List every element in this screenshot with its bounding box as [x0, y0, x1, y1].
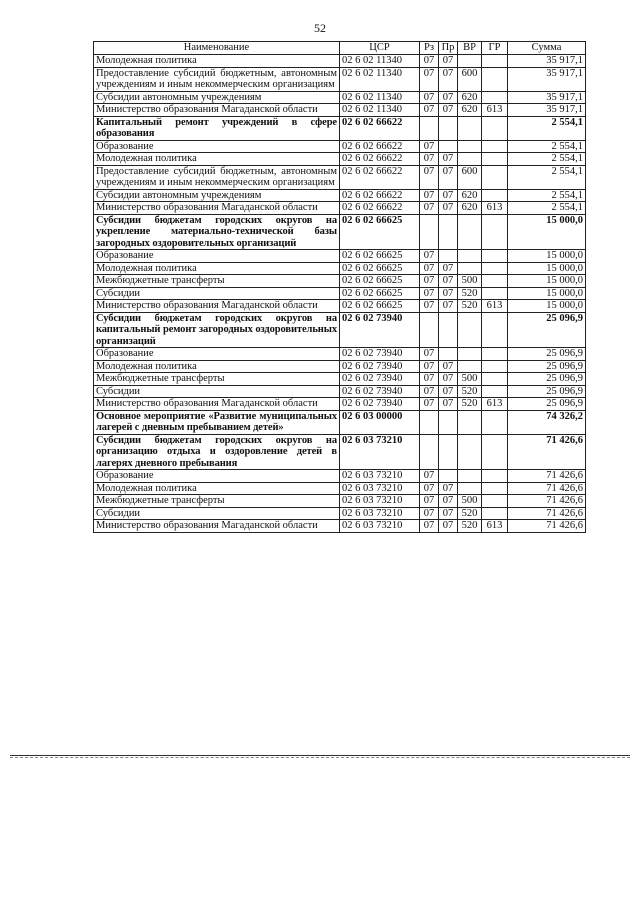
- cell-gr: [482, 262, 508, 275]
- cell-vr: [458, 140, 482, 153]
- cell-sum: 25 096,9: [508, 373, 586, 386]
- cell-csr: 02 6 02 11340: [340, 104, 420, 117]
- cell-sum: 35 917,1: [508, 91, 586, 104]
- table-row: [94, 385, 586, 398]
- cell-sum: 2 554,1: [508, 153, 586, 166]
- cell-vr: [458, 214, 482, 250]
- cell-rz: 07: [420, 55, 439, 68]
- cell-name: Министерство образования Магаданской области: [94, 398, 340, 411]
- cell-csr: 02 6 02 66622: [340, 202, 420, 215]
- table-row: [94, 214, 586, 250]
- cell-pr: 07: [439, 275, 458, 288]
- table-row: [94, 189, 586, 202]
- cell-pr: [439, 140, 458, 153]
- cell-gr: [482, 385, 508, 398]
- cell-sum: 25 096,9: [508, 385, 586, 398]
- cell-gr: 613: [482, 202, 508, 215]
- cell-name: Министерство образования Магаданской области: [94, 104, 340, 117]
- table-row: [94, 287, 586, 300]
- cell-vr: 500: [458, 275, 482, 288]
- table-row: [94, 165, 586, 189]
- cell-vr: 620: [458, 189, 482, 202]
- cell-pr: [439, 250, 458, 263]
- cell-csr: 02 6 02 66622: [340, 140, 420, 153]
- cell-gr: [482, 165, 508, 189]
- cell-sum: 15 000,0: [508, 300, 586, 313]
- cell-rz: 07: [420, 262, 439, 275]
- cell-vr: 520: [458, 300, 482, 313]
- column-header-gr: ГР: [482, 42, 508, 55]
- table-row: [94, 55, 586, 68]
- cell-gr: 613: [482, 520, 508, 533]
- cell-rz: [420, 312, 439, 348]
- cell-gr: 613: [482, 300, 508, 313]
- cell-pr: 07: [439, 189, 458, 202]
- cell-vr: [458, 250, 482, 263]
- cell-sum: 15 000,0: [508, 275, 586, 288]
- cell-gr: [482, 360, 508, 373]
- cell-name: Образование: [94, 348, 340, 361]
- cell-name: Молодежная политика: [94, 55, 340, 68]
- table-row: [94, 312, 586, 348]
- table-row: [94, 153, 586, 166]
- cell-csr: 02 6 03 73210: [340, 495, 420, 508]
- cell-vr: [458, 55, 482, 68]
- cell-csr: 02 6 03 73210: [340, 470, 420, 483]
- cell-name: Образование: [94, 470, 340, 483]
- cell-csr: 02 6 02 11340: [340, 67, 420, 91]
- cell-name: Субсидии автономным учреждениям: [94, 91, 340, 104]
- cell-sum: 74 326,2: [508, 410, 586, 434]
- cell-gr: [482, 153, 508, 166]
- table-row: [94, 470, 586, 483]
- cell-vr: [458, 360, 482, 373]
- cell-vr: 520: [458, 507, 482, 520]
- table-row: [94, 507, 586, 520]
- cell-csr: 02 6 02 73940: [340, 312, 420, 348]
- cell-name: Субсидии автономным учреждениям: [94, 189, 340, 202]
- cell-pr: [439, 348, 458, 361]
- cell-sum: 35 917,1: [508, 55, 586, 68]
- cell-sum: 15 000,0: [508, 250, 586, 263]
- cell-pr: 07: [439, 360, 458, 373]
- cell-vr: [458, 262, 482, 275]
- cell-pr: 07: [439, 398, 458, 411]
- table-row: [94, 495, 586, 508]
- cell-rz: 07: [420, 470, 439, 483]
- cell-vr: 500: [458, 373, 482, 386]
- cell-csr: 02 6 02 73940: [340, 398, 420, 411]
- table-row: [94, 348, 586, 361]
- cell-rz: 07: [420, 300, 439, 313]
- budget-table: [93, 41, 586, 533]
- cell-gr: [482, 67, 508, 91]
- table-row: [94, 373, 586, 386]
- cell-csr: 02 6 03 73210: [340, 434, 420, 470]
- cell-vr: 620: [458, 91, 482, 104]
- cell-name: Предоставление субсидий бюджетным, автономным учреждениям и иным некоммерческим организациям: [94, 67, 340, 91]
- cell-vr: 520: [458, 398, 482, 411]
- cell-rz: [420, 410, 439, 434]
- cell-rz: 07: [420, 140, 439, 153]
- cell-csr: 02 6 02 73940: [340, 373, 420, 386]
- cell-vr: [458, 470, 482, 483]
- cell-gr: [482, 140, 508, 153]
- cell-pr: 07: [439, 287, 458, 300]
- cell-pr: 07: [439, 495, 458, 508]
- cell-name: Субсидии: [94, 507, 340, 520]
- cell-pr: 07: [439, 55, 458, 68]
- cell-sum: 15 000,0: [508, 287, 586, 300]
- cell-csr: 02 6 02 73940: [340, 360, 420, 373]
- cell-csr: 02 6 02 66625: [340, 262, 420, 275]
- cell-rz: 07: [420, 104, 439, 117]
- cell-pr: [439, 470, 458, 483]
- cell-csr: 02 6 02 66622: [340, 116, 420, 140]
- header-row: [94, 42, 586, 55]
- cell-pr: 07: [439, 153, 458, 166]
- cell-sum: 71 426,6: [508, 495, 586, 508]
- cell-rz: [420, 116, 439, 140]
- cell-name: Министерство образования Магаданской области: [94, 202, 340, 215]
- cell-rz: 07: [420, 495, 439, 508]
- table-row: [94, 202, 586, 215]
- table-row: [94, 410, 586, 434]
- cell-csr: 02 6 02 66625: [340, 275, 420, 288]
- cell-gr: [482, 91, 508, 104]
- cell-gr: [482, 214, 508, 250]
- cell-sum: 71 426,6: [508, 520, 586, 533]
- cell-sum: 2 554,1: [508, 202, 586, 215]
- table-row: [94, 91, 586, 104]
- cell-name: Молодежная политика: [94, 153, 340, 166]
- cell-vr: [458, 410, 482, 434]
- table-row: [94, 520, 586, 533]
- cell-sum: 71 426,6: [508, 470, 586, 483]
- cell-gr: 613: [482, 398, 508, 411]
- cell-name: Субсидии бюджетам городских округов на организацию отдыха и оздоровление детей в лагерях дневного пребывания: [94, 434, 340, 470]
- cell-rz: 07: [420, 360, 439, 373]
- cell-vr: [458, 482, 482, 495]
- cell-name: Межбюджетные трансферты: [94, 373, 340, 386]
- cell-pr: [439, 214, 458, 250]
- cell-pr: [439, 312, 458, 348]
- cell-gr: [482, 189, 508, 202]
- column-header-csr: ЦСР: [340, 42, 420, 55]
- cell-pr: 07: [439, 104, 458, 117]
- cell-pr: 07: [439, 482, 458, 495]
- cell-pr: 07: [439, 385, 458, 398]
- cell-sum: 2 554,1: [508, 140, 586, 153]
- cell-name: Межбюджетные трансферты: [94, 495, 340, 508]
- table-row: [94, 67, 586, 91]
- cell-gr: [482, 507, 508, 520]
- cell-csr: 02 6 02 11340: [340, 55, 420, 68]
- cell-vr: [458, 116, 482, 140]
- cell-rz: 07: [420, 373, 439, 386]
- cell-vr: 520: [458, 520, 482, 533]
- table-row: [94, 275, 586, 288]
- cell-gr: [482, 275, 508, 288]
- table-row: [94, 434, 586, 470]
- cell-rz: 07: [420, 189, 439, 202]
- cell-name: Субсидии бюджетам городских округов на укрепление материально-технической базы загородных оздоровительных организаций: [94, 214, 340, 250]
- cell-name: Субсидии бюджетам городских округов на капитальный ремонт загородных оздоровительных организаций: [94, 312, 340, 348]
- cell-rz: 07: [420, 385, 439, 398]
- cell-sum: 71 426,6: [508, 507, 586, 520]
- cell-vr: [458, 312, 482, 348]
- cell-vr: 600: [458, 165, 482, 189]
- page-number: 52: [314, 21, 326, 35]
- cell-rz: 07: [420, 153, 439, 166]
- footer-divider-dashed: [10, 757, 630, 758]
- table-row: [94, 104, 586, 117]
- cell-vr: [458, 153, 482, 166]
- cell-csr: 02 6 02 66622: [340, 189, 420, 202]
- cell-rz: 07: [420, 91, 439, 104]
- cell-csr: 02 6 03 73210: [340, 482, 420, 495]
- cell-sum: 15 000,0: [508, 262, 586, 275]
- column-header-rz: Рз: [420, 42, 439, 55]
- cell-gr: 613: [482, 104, 508, 117]
- cell-pr: 07: [439, 300, 458, 313]
- cell-csr: 02 6 02 66622: [340, 153, 420, 166]
- cell-gr: [482, 410, 508, 434]
- cell-name: Молодежная политика: [94, 482, 340, 495]
- cell-gr: [482, 116, 508, 140]
- table-row: [94, 360, 586, 373]
- footer-divider: [10, 755, 630, 756]
- cell-name: Образование: [94, 250, 340, 263]
- column-header-sum: Сумма: [508, 42, 586, 55]
- cell-name: Молодежная политика: [94, 360, 340, 373]
- cell-sum: 15 000,0: [508, 214, 586, 250]
- table-row: [94, 140, 586, 153]
- cell-name: Субсидии: [94, 385, 340, 398]
- cell-gr: [482, 470, 508, 483]
- table-row: [94, 398, 586, 411]
- cell-rz: 07: [420, 67, 439, 91]
- cell-name: Основное мероприятие «Развитие муниципальных лагерей с дневным пребыванием детей»: [94, 410, 340, 434]
- cell-sum: 2 554,1: [508, 189, 586, 202]
- cell-sum: 25 096,9: [508, 398, 586, 411]
- table-row: [94, 116, 586, 140]
- cell-vr: 500: [458, 495, 482, 508]
- cell-rz: 07: [420, 520, 439, 533]
- cell-sum: 25 096,9: [508, 312, 586, 348]
- cell-name: Межбюджетные трансферты: [94, 275, 340, 288]
- cell-gr: [482, 348, 508, 361]
- cell-pr: 07: [439, 520, 458, 533]
- cell-name: Министерство образования Магаданской области: [94, 300, 340, 313]
- cell-gr: [482, 434, 508, 470]
- cell-csr: 02 6 02 66625: [340, 250, 420, 263]
- cell-gr: [482, 495, 508, 508]
- cell-csr: 02 6 02 11340: [340, 91, 420, 104]
- cell-sum: 25 096,9: [508, 360, 586, 373]
- cell-gr: [482, 287, 508, 300]
- table-body: [94, 55, 586, 533]
- cell-rz: [420, 434, 439, 470]
- cell-gr: [482, 312, 508, 348]
- cell-name: Министерство образования Магаданской области: [94, 520, 340, 533]
- cell-pr: 07: [439, 165, 458, 189]
- cell-pr: [439, 116, 458, 140]
- cell-rz: 07: [420, 250, 439, 263]
- cell-name: Предоставление субсидий бюджетным, автономным учреждениям и иным некоммерческим организациям: [94, 165, 340, 189]
- cell-sum: 2 554,1: [508, 165, 586, 189]
- column-header-vr: ВР: [458, 42, 482, 55]
- cell-vr: 520: [458, 287, 482, 300]
- cell-gr: [482, 373, 508, 386]
- cell-csr: 02 6 03 00000: [340, 410, 420, 434]
- table-row: [94, 262, 586, 275]
- cell-vr: [458, 348, 482, 361]
- cell-rz: 07: [420, 275, 439, 288]
- cell-name: Субсидии: [94, 287, 340, 300]
- cell-name: Молодежная политика: [94, 262, 340, 275]
- cell-csr: 02 6 02 66625: [340, 214, 420, 250]
- cell-sum: 2 554,1: [508, 116, 586, 140]
- cell-sum: 35 917,1: [508, 104, 586, 117]
- cell-csr: 02 6 02 73940: [340, 348, 420, 361]
- cell-name: Капитальный ремонт учреждений в сфере образования: [94, 116, 340, 140]
- cell-rz: [420, 214, 439, 250]
- cell-rz: 07: [420, 165, 439, 189]
- cell-rz: 07: [420, 398, 439, 411]
- cell-rz: 07: [420, 482, 439, 495]
- cell-pr: 07: [439, 262, 458, 275]
- cell-csr: 02 6 02 66625: [340, 300, 420, 313]
- cell-gr: [482, 55, 508, 68]
- cell-rz: 07: [420, 287, 439, 300]
- column-header-pr: Пр: [439, 42, 458, 55]
- table-row: [94, 300, 586, 313]
- cell-vr: [458, 434, 482, 470]
- cell-gr: [482, 250, 508, 263]
- table-row: [94, 250, 586, 263]
- cell-csr: 02 6 02 66622: [340, 165, 420, 189]
- cell-pr: [439, 410, 458, 434]
- column-header-name: Наименование: [94, 42, 340, 55]
- cell-pr: 07: [439, 507, 458, 520]
- cell-sum: 35 917,1: [508, 67, 586, 91]
- cell-pr: 07: [439, 202, 458, 215]
- cell-csr: 02 6 02 73940: [340, 385, 420, 398]
- cell-pr: 07: [439, 91, 458, 104]
- cell-vr: 600: [458, 67, 482, 91]
- cell-vr: 620: [458, 104, 482, 117]
- cell-sum: 71 426,6: [508, 434, 586, 470]
- cell-csr: 02 6 03 73210: [340, 520, 420, 533]
- cell-csr: 02 6 02 66625: [340, 287, 420, 300]
- table-row: [94, 482, 586, 495]
- cell-gr: [482, 482, 508, 495]
- cell-sum: 25 096,9: [508, 348, 586, 361]
- cell-csr: 02 6 03 73210: [340, 507, 420, 520]
- cell-rz: 07: [420, 348, 439, 361]
- cell-pr: 07: [439, 373, 458, 386]
- cell-rz: 07: [420, 507, 439, 520]
- cell-vr: 520: [458, 385, 482, 398]
- cell-pr: 07: [439, 67, 458, 91]
- cell-sum: 71 426,6: [508, 482, 586, 495]
- cell-vr: 620: [458, 202, 482, 215]
- cell-pr: [439, 434, 458, 470]
- cell-rz: 07: [420, 202, 439, 215]
- cell-name: Образование: [94, 140, 340, 153]
